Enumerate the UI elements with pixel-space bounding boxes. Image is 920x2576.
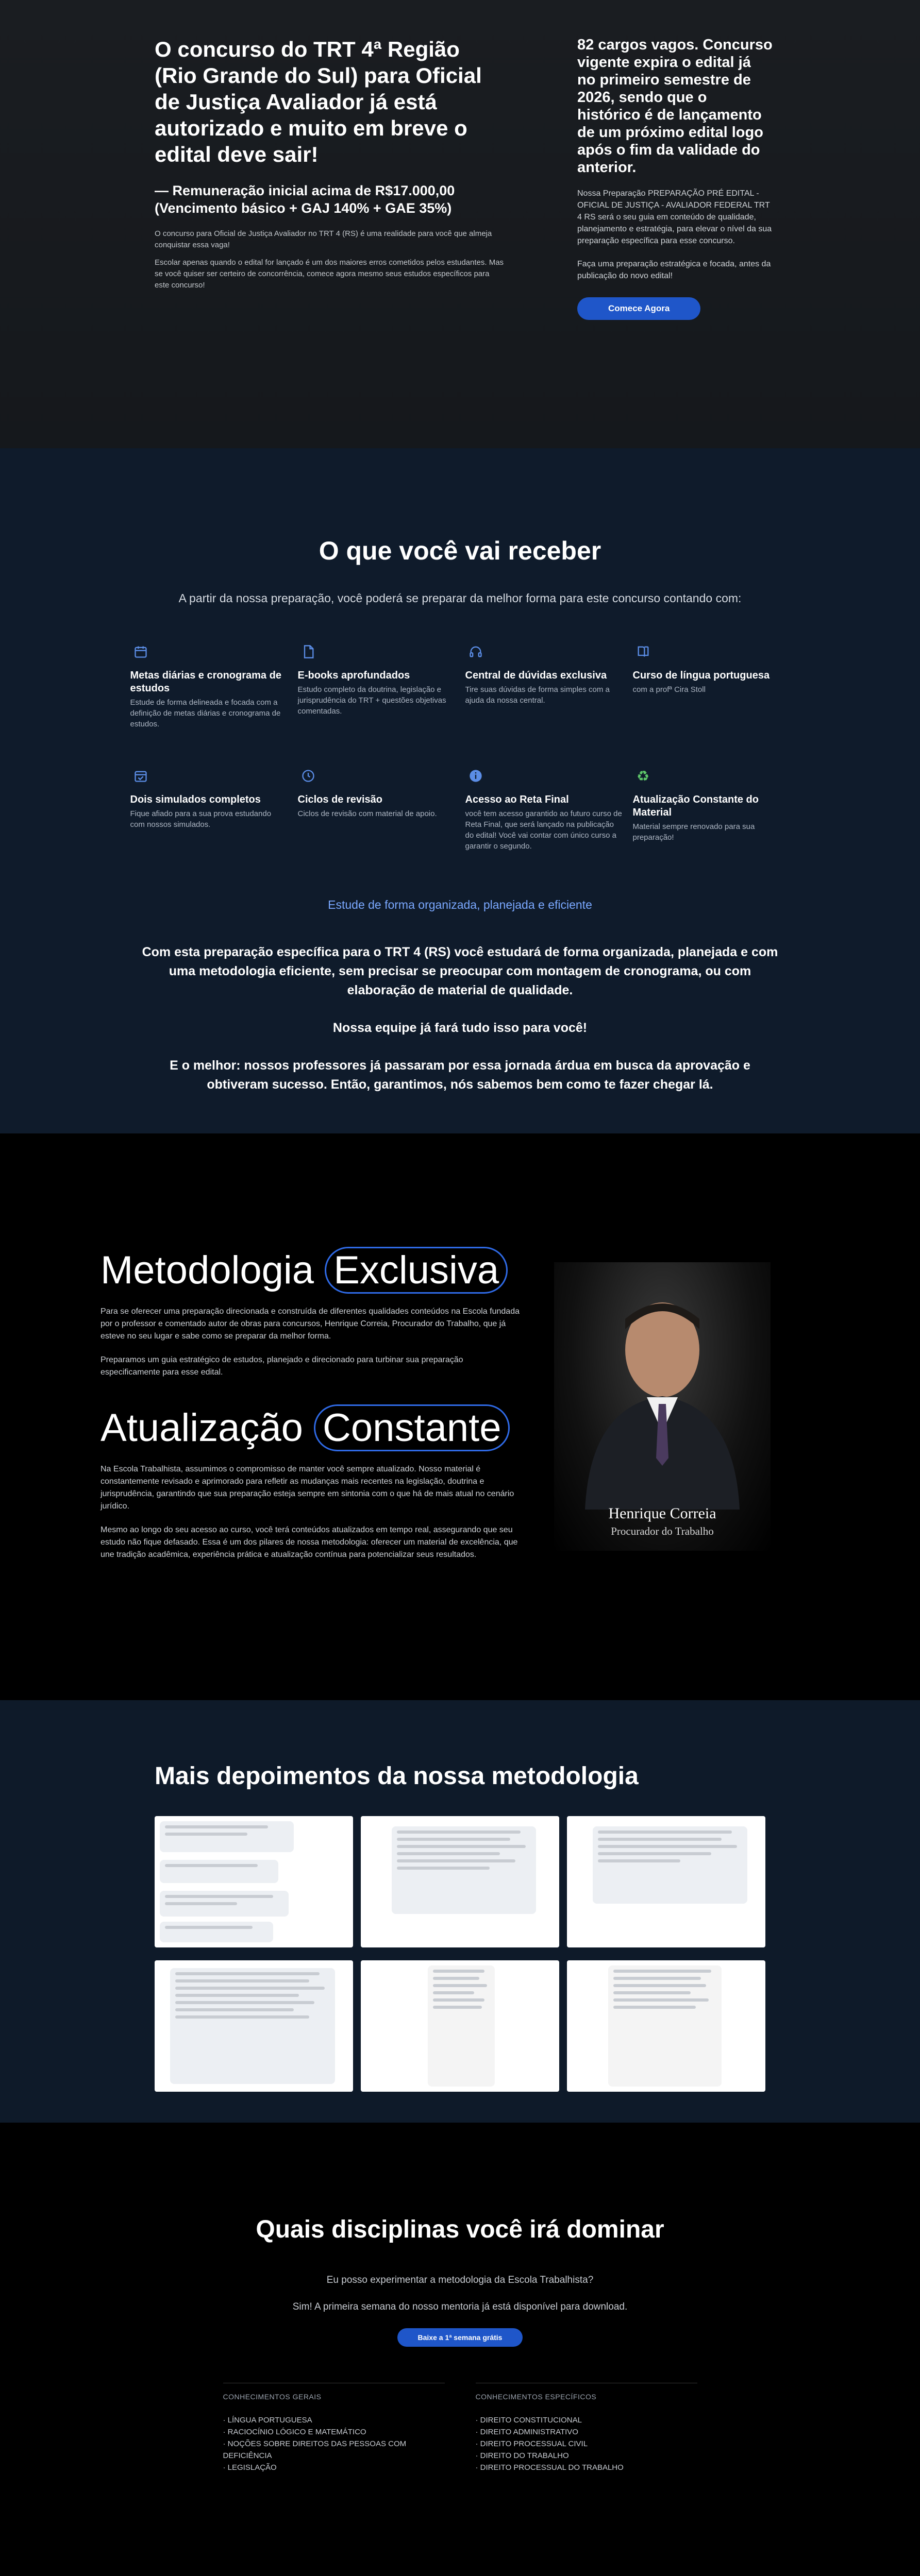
- discipline-item: · DIREITO PROCESSUAL CIVIL: [476, 2438, 697, 2450]
- method-p2: Preparamos um guia estratégico de estudos, planejado e direcionado para turbinar sua preparação especificamente para esse edital.: [101, 1355, 463, 1377]
- method-p4: Mesmo ao longo do seu acesso ao curso, você terá conteúdos atualizados em tempo real, assegurando que seu estudo não fique defasado. Essa é um dos pilares de nossa metodologia: oferecer um material de excelência, que une tradição acadêmica, experiência prática e atualização contínua para potencializar seus resultados.: [101, 1526, 518, 1559]
- start-now-button[interactable]: Comece Agora: [577, 297, 700, 320]
- method-p1: Para se oferecer uma preparação direcionada e construída de diferentes qualidades conteúdos na Escola fundada por o professor e comentado autor de obras para concursos, Henrique Correia, Procurador do Trabalho, que já esteve no seu lugar e sabe como se preparar da melhor forma.: [101, 1307, 520, 1341]
- clock-icon: [298, 766, 319, 786]
- testimonial-screenshot: [155, 1960, 353, 2092]
- feature-desc: Material sempre renovado para sua preparação!: [632, 822, 755, 842]
- portrait-name: Henrique Correia: [608, 1505, 716, 1522]
- testimonial-screenshot: [567, 1960, 765, 2092]
- calendar-icon: [130, 641, 151, 662]
- hero-right-p1: Nossa Preparação PREPARAÇÃO PRÉ EDITAL - OFICIAL DE JUSTIÇA - AVALIADOR FEDERAL TRT 4 RS será o seu guia em conteúdo de qualidade, planejamento e estratégia, para elevar o nível da sua preparação específica para esse concurso.: [577, 189, 772, 245]
- testimonial-screenshot: [567, 1816, 765, 1947]
- feature-item: [633, 641, 790, 730]
- hero-right-title: 82 cargos vagos. Concurso vigente expira o edital já no primeiro semestre de 2026, sendo que o histórico é de lançamento de um próximo edital logo após o fim da validade do anterior.: [577, 37, 773, 176]
- receive-section: [0, 448, 920, 1133]
- update-title-b: Constante: [314, 1404, 510, 1451]
- portrait-figure: [554, 1262, 771, 1510]
- update-title: [101, 1404, 523, 1452]
- method-text: [101, 1247, 523, 1561]
- ebook-icon: [298, 641, 319, 662]
- receive-subtitle: Estude de forma organizada, planejada e eficiente: [328, 898, 592, 911]
- feature-item: [465, 641, 623, 730]
- henrique-portrait: [554, 1262, 771, 1551]
- trial-answer: Sim! A primeira semana do nosso mentoria já está disponível para download.: [292, 2301, 628, 2312]
- discipline-item: · RACIOCÍNIO LÓGICO E MATEMÁTICO: [223, 2426, 445, 2438]
- disciplines-section: [0, 2123, 920, 2576]
- testimonial-screenshot: [361, 1816, 559, 1947]
- hero-title: O concurso do TRT 4ª Região (Rio Grande do Sul) para Oficial de Justiça Avaliador já está autorizado e muito em breve o edital deve sair!: [155, 37, 482, 166]
- feature-title: Ciclos de revisão: [297, 794, 383, 805]
- hero-section: [0, 0, 920, 448]
- feature-title: Metas diárias e cronograma de estudos: [130, 670, 281, 694]
- feature-title: E-books aprofundados: [297, 670, 410, 681]
- book-icon: [633, 641, 654, 662]
- feature-desc: Tire suas dúvidas de forma simples com a ajuda da nossa central.: [465, 685, 610, 705]
- feature-grid: [130, 641, 790, 852]
- hero-left: [155, 36, 505, 320]
- testimonials-title: Mais depoimentos da nossa metodologia: [155, 1762, 639, 1790]
- disciplines-title: Quais disciplinas você irá dominar: [256, 2216, 664, 2243]
- recycle-icon: ♻: [636, 768, 650, 784]
- receive-p3: E o melhor: nossos professores já passaram por essa jornada árdua em busca da aprovação e obtiveram sucesso. Então, garantimos, nós sabemos bem como te fazer chegar lá.: [170, 1058, 750, 1092]
- hero-p1: O concurso para Oficial de Justiça Avaliador no TRT 4 (RS) é uma realidade para você que almeja conquistar essa vaga!: [155, 229, 492, 249]
- discipline-item: · LÍNGUA PORTUGUESA: [223, 2414, 445, 2426]
- feature-item: [298, 641, 455, 730]
- method-title-b: Exclusiva: [325, 1247, 508, 1294]
- info-icon: [465, 766, 486, 786]
- update-title-a: Atualização: [101, 1406, 314, 1450]
- receive-p1: Com esta preparação específica para o TRT 4 (RS) você estudará de forma organizada, planejada e com uma metodologia eficiente, sem precisar se preocupar com montagem de cronograma, ou com elaboração de material de qualidade.: [142, 945, 778, 997]
- discipline-item: · DIREITO CONSTITUCIONAL: [476, 2414, 697, 2426]
- receive-title: O que você vai receber: [319, 536, 601, 565]
- method-section: [0, 1133, 920, 1700]
- calendar-check-icon: [130, 766, 151, 786]
- feature-desc: você tem acesso garantido ao futuro curso de Reta Final, que será lançado na publicação do edital! Você vai contar com único curso a garantir o segundo.: [465, 809, 622, 851]
- trial-question: Eu posso experimentar a metodologia da Escola Trabalhista?: [326, 2275, 594, 2285]
- method-title-a: Metodologia: [101, 1248, 325, 1292]
- feature-title: Dois simulados completos: [130, 794, 261, 805]
- hero-p2: Escolar apenas quando o edital for lançado é um dos maiores erros cometidos pelos estudantes. Mas se você quiser ser certeiro de concorrência, comece agora mesmo seus estudos específicos para este concurso!: [155, 258, 504, 290]
- feature-item: [465, 766, 623, 852]
- method-p3: Na Escola Trabalhista, assumimos o compromisso de manter você sempre atualizado. Nosso material é constantemente revisado e aprimorado para refletir as mudanças mais recentes na legislação, doutrina e jurisprudência, garantindo que sua preparação esteja sempre em sintonia com o que há de mais atual no cenário jurídico.: [101, 1465, 514, 1511]
- discipline-item: · DIREITO PROCESSUAL DO TRABALHO: [476, 2462, 697, 2473]
- feature-desc: Fique afiado para a sua prova estudando com nossos simulados.: [130, 809, 272, 829]
- hero-salary: — Remuneração inicial acima de R$17.000,00 (Vencimento básico + GAJ 140% + GAE 35%): [155, 183, 455, 216]
- feature-title: Central de dúvidas exclusiva: [465, 670, 607, 681]
- column-header: CONHECIMENTOS GERAIS: [223, 2393, 322, 2401]
- receive-p2: Nossa equipe já fará tudo isso para você!: [332, 1021, 588, 1035]
- testimonial-screenshot: [361, 1960, 559, 2092]
- receive-lead: A partir da nossa preparação, você poderá se preparar da melhor forma para este concurso contando com:: [178, 591, 742, 605]
- feature-item: [633, 766, 790, 852]
- feature-desc: Estude de forma delineada e focada com a definição de metas diárias e cronograma de estudos.: [130, 698, 281, 728]
- discipline-item: · LEGISLAÇÃO: [223, 2462, 445, 2473]
- testimonial-screenshots: [155, 1816, 765, 2092]
- feature-desc: Ciclos de revisão com material de apoio.: [297, 809, 437, 818]
- feature-title: Acesso ao Reta Final: [465, 794, 569, 805]
- general-knowledge-column: [223, 2383, 445, 2473]
- hero-right: [577, 36, 773, 320]
- hero-right-p2: Faça uma preparação estratégica e focada, antes da publicação do novo edital!: [577, 260, 771, 280]
- testimonials-section: [0, 1700, 920, 2123]
- headset-icon: [465, 641, 486, 662]
- discipline-item: · NOÇÕES SOBRE DIREITOS DAS PESSOAS COM DEFICIÊNCIA: [223, 2438, 445, 2462]
- feature-title: Atualização Constante do Material: [632, 794, 759, 818]
- feature-desc: com a profª Cira Stoll: [632, 685, 706, 694]
- feature-item: [298, 766, 455, 852]
- discipline-item: · DIREITO ADMINISTRATIVO: [476, 2426, 697, 2438]
- specific-knowledge-column: [476, 2383, 697, 2473]
- column-header: CONHECIMENTOS ESPECÍFICOS: [475, 2393, 597, 2401]
- discipline-item: · DIREITO DO TRABALHO: [476, 2450, 697, 2462]
- feature-item: [130, 641, 288, 730]
- testimonial-screenshot: [155, 1816, 353, 1947]
- download-free-week-button[interactable]: Baixe a 1ª semana grátis: [397, 2328, 523, 2347]
- method-title: [101, 1247, 523, 1294]
- feature-desc: Estudo completo da doutrina, legislação e jurisprudência do TRT + questões objetivas comentadas.: [297, 685, 446, 716]
- feature-item: [130, 766, 288, 852]
- portrait-role: Procurador do Trabalho: [611, 1525, 714, 1537]
- feature-title: Curso de língua portuguesa: [632, 670, 770, 681]
